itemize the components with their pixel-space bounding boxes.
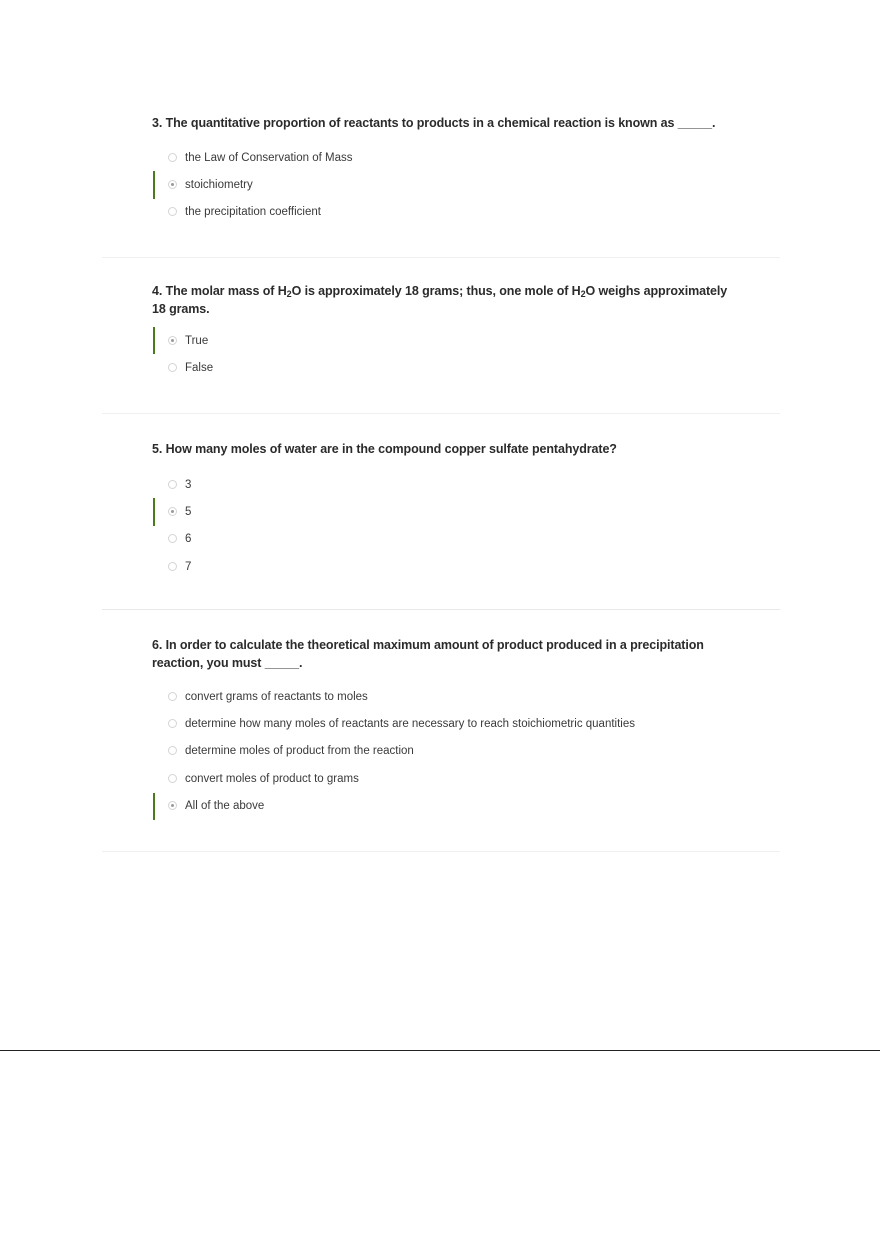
option-label: 5 (185, 506, 192, 519)
option-label: the Law of Conservation of Mass (185, 151, 353, 164)
question-3-option-1[interactable] (152, 144, 742, 171)
radio-button[interactable] (168, 719, 177, 728)
question-3-option-3[interactable] (152, 199, 742, 226)
radio-button[interactable] (168, 507, 177, 516)
option-label: stoichiometry (185, 179, 253, 192)
question-4-options (152, 327, 742, 382)
option-label: determine how many moles of reactants are necessary to reach stoichiometric quantities (185, 718, 635, 731)
option-label: 6 (185, 533, 192, 546)
radio-button[interactable] (168, 480, 177, 489)
option-label: False (185, 362, 214, 375)
option-label: convert moles of product to grams (185, 772, 359, 785)
question-3 (152, 114, 742, 226)
question-3-title: 3. The quantitative proportion of reactants to products in a chemical reaction is known as _____. (152, 116, 716, 130)
radio-button[interactable] (168, 801, 177, 810)
option-label: True (185, 334, 209, 347)
question-6-option-4[interactable] (152, 765, 742, 792)
question-6-option-3[interactable] (152, 738, 742, 765)
question-4-title: 4. The molar mass of $H_2O$ is approximately 18 grams; thus, one mole of $H_2O$ weighs approximately 18 grams. (152, 284, 728, 316)
option-label: the precipitation coefficient (185, 206, 321, 219)
question-divider (102, 851, 780, 852)
question-5-option-2[interactable] (152, 498, 742, 525)
option-label: 3 (185, 478, 192, 491)
radio-button[interactable] (168, 180, 177, 189)
radio-button[interactable] (168, 746, 177, 755)
radio-button[interactable] (168, 692, 177, 701)
question-4-option-2[interactable] (152, 354, 742, 381)
radio-button[interactable] (168, 336, 177, 345)
option-label: 7 (185, 560, 192, 573)
question-6 (152, 636, 742, 820)
question-6-option-1[interactable] (152, 683, 742, 710)
radio-button[interactable] (168, 363, 177, 372)
question-5-option-1[interactable] (152, 471, 742, 498)
option-label: All of the above (185, 800, 265, 813)
question-3-option-2[interactable] (152, 171, 742, 198)
question-6-option-5[interactable] (152, 793, 742, 820)
question-5-title: 5. How many moles of water are in the compound copper sulfate pentahydrate? (152, 442, 617, 456)
radio-button[interactable] (168, 207, 177, 216)
radio-button[interactable] (168, 534, 177, 543)
question-3-options (152, 144, 742, 226)
question-4-option-1[interactable] (152, 327, 742, 354)
radio-button[interactable] (168, 562, 177, 571)
question-4 (152, 282, 742, 382)
question-divider (102, 413, 780, 414)
question-divider (102, 257, 780, 258)
page-bottom-rule (0, 1050, 880, 1051)
question-6-option-2[interactable] (152, 710, 742, 737)
option-label: convert grams of reactants to moles (185, 690, 368, 703)
question-5-option-3[interactable] (152, 526, 742, 553)
question-5 (152, 440, 742, 581)
question-6-title: 6. In order to calculate the theoretical maximum amount of product produced in a precipitation reaction, you must _____. (152, 638, 704, 670)
radio-button[interactable] (168, 774, 177, 783)
question-5-option-4[interactable] (152, 553, 742, 580)
option-label: determine moles of product from the reaction (185, 745, 414, 758)
question-6-options (152, 683, 742, 820)
radio-button[interactable] (168, 153, 177, 162)
question-5-options (152, 471, 742, 581)
question-divider (102, 609, 780, 610)
